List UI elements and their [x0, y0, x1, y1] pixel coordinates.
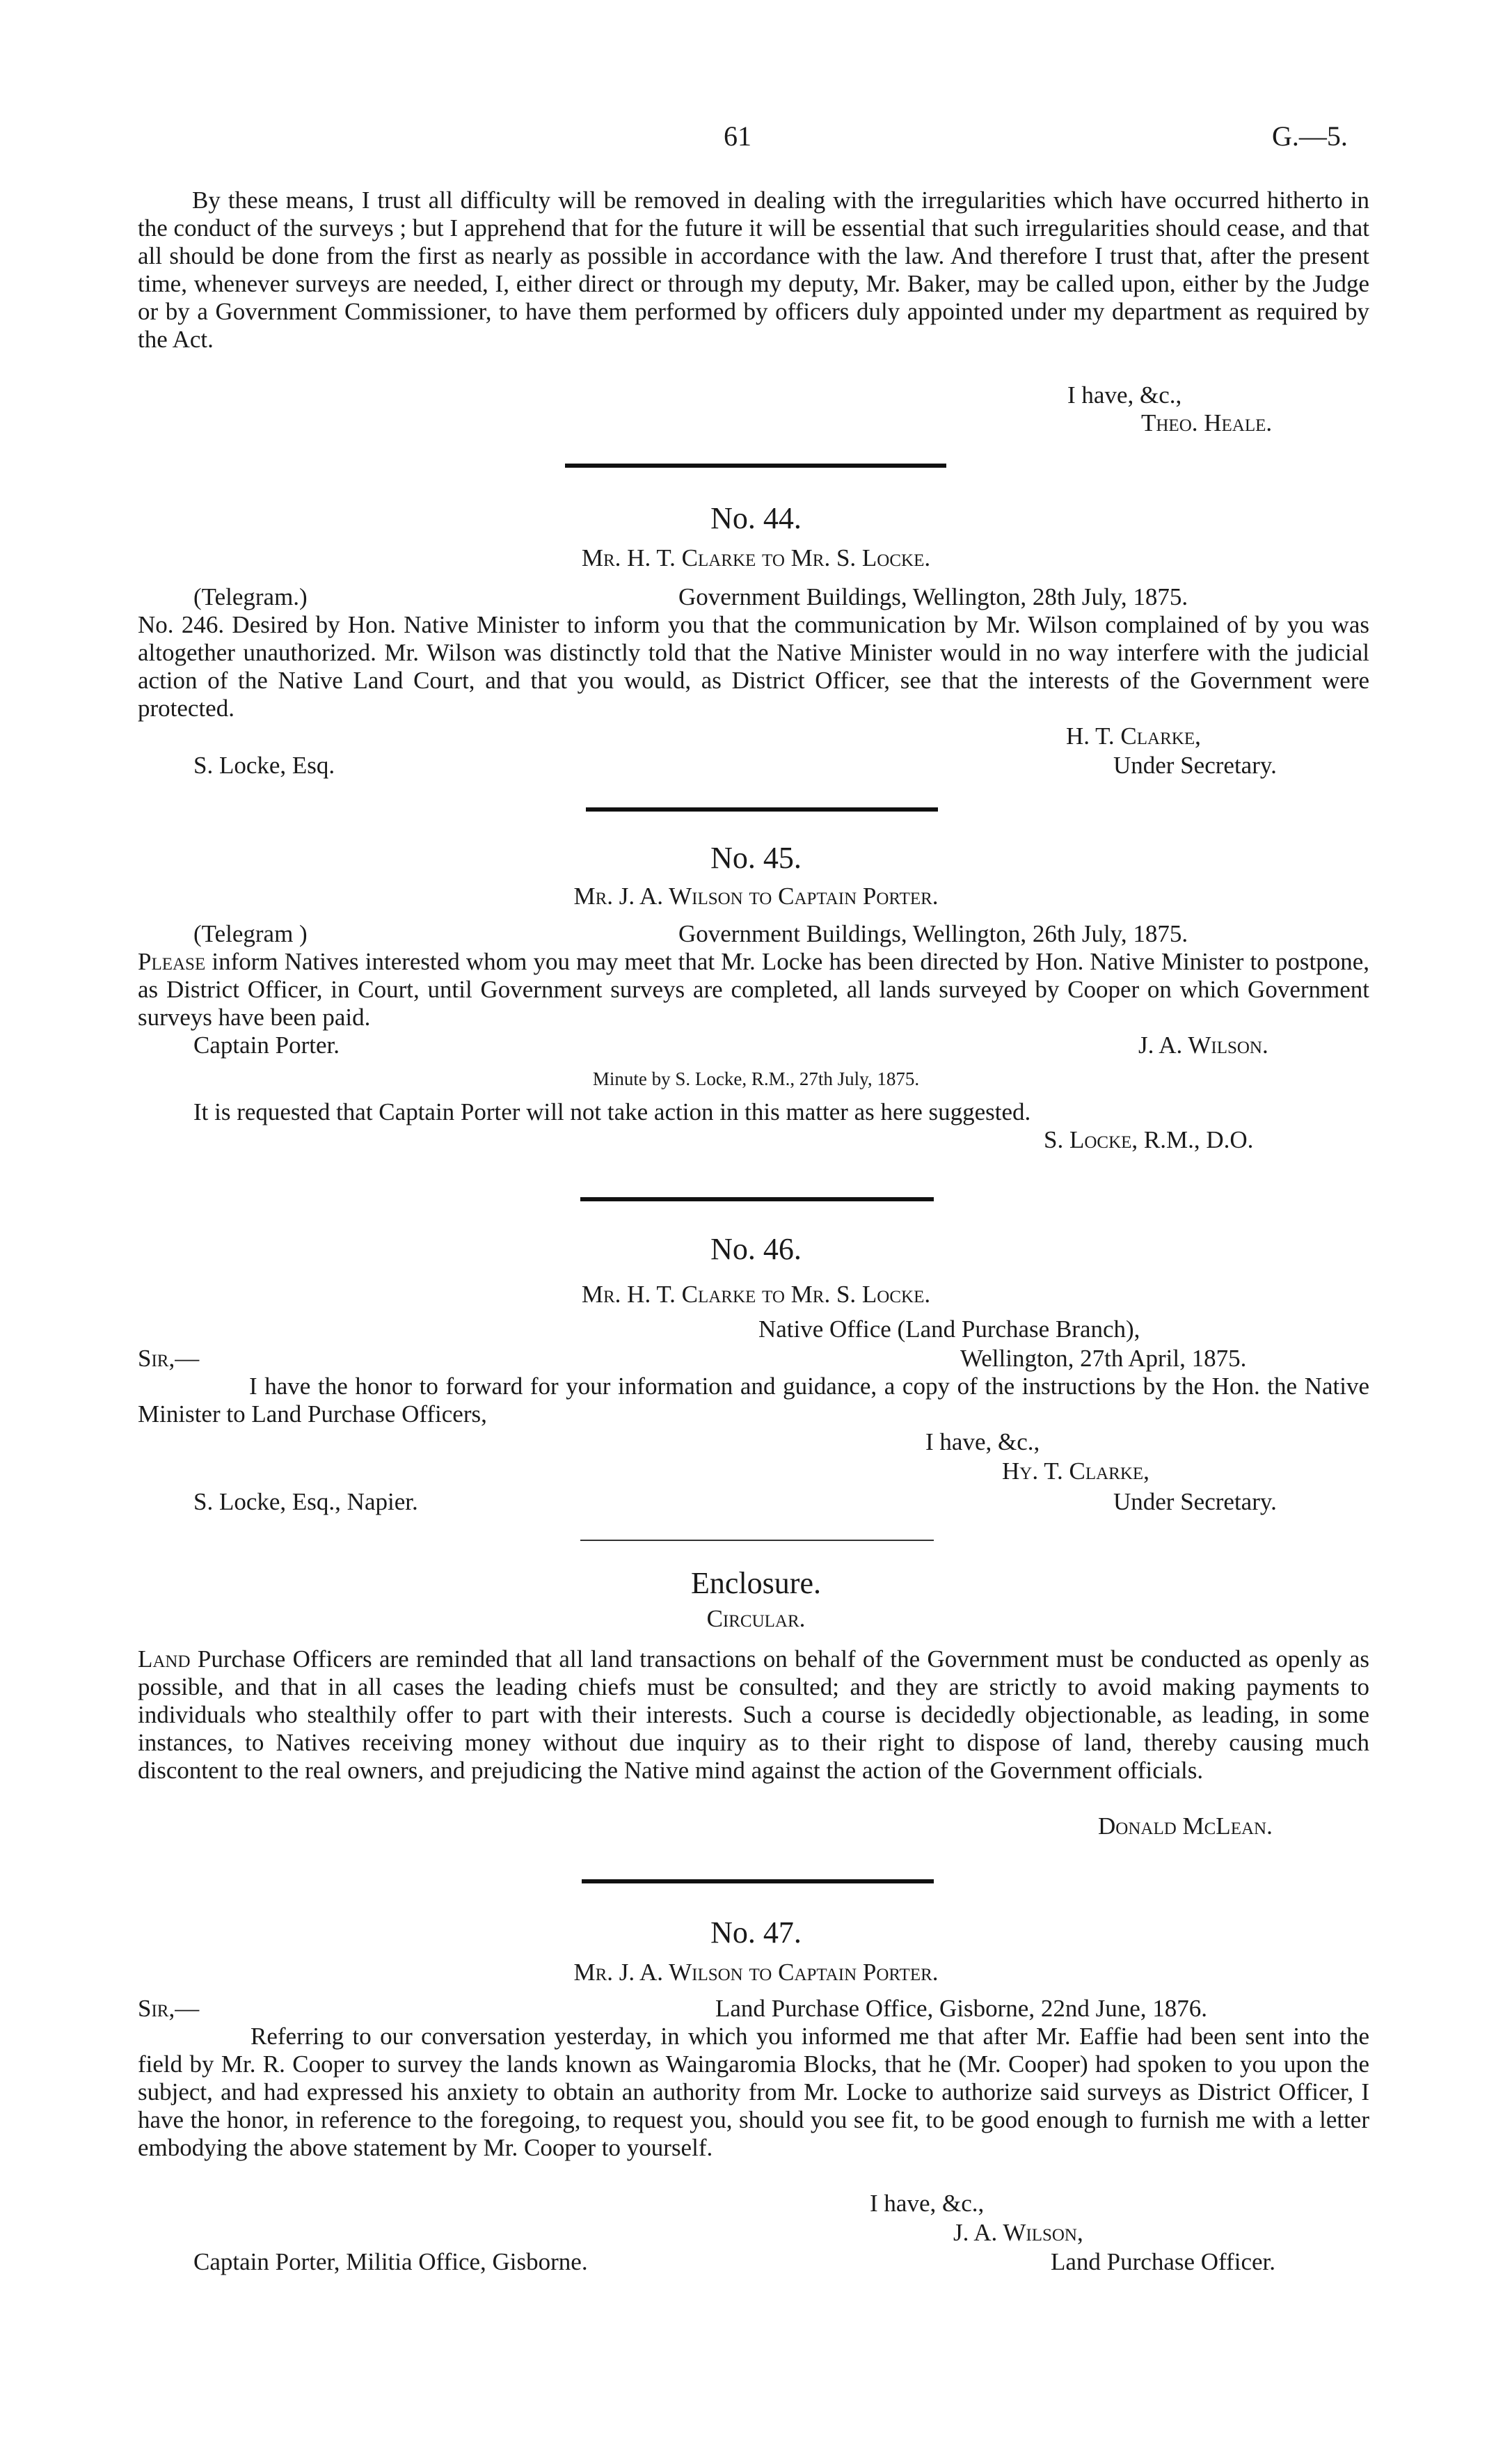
intro-signature: Theo. Heale.: [1141, 409, 1273, 436]
letter-46-salutation: Sir,—: [138, 1345, 200, 1372]
letter-47-body: Referring to our conversation yesterday, in which you informed me that after Mr. Eaffie had been sent into the field by Mr. R. Cooper to survey the lands known as Waingaromia Blocks, that he (Mr. Cooper) had spoken to you upon the subject, and had expressed his anxiety to obtain an authority from Mr. Locke to authorize said surveys as District Officer, I have the honor, in reference to the foregoing, to request you, should you see fit, to be good enough to furnish me with a letter embodying the above statement by Mr. Cooper to yourself.: [138, 2023, 1369, 2161]
enclosure-body-lead: Land: [138, 1645, 191, 1673]
intro-closing: I have, &c.,: [1067, 381, 1182, 409]
page-number: 61: [724, 120, 751, 152]
letter-47-subtitle: Mr. J. A. Wilson to Captain Porter.: [573, 1959, 939, 1986]
intro-paragraph: By these means, I trust all difficulty will be removed in dealing with the irregularities which have occurred hitherto in the conduct of the surveys ; but I apprehend that for the future it will be essential that such irregularities should cease, and that all should be done from the first as nearly as possible in accordance with the law. And therefore I trust that, after the present time, whenever surveys are needed, I, either direct or through my deputy, Mr. Baker, may be called upon, either by the Judge or by a Government Commissioner, to have them performed by officers duly appointed under my department as required by the Act.: [138, 187, 1369, 353]
section-divider: [580, 1197, 934, 1201]
letter-44-body: No. 246. Desired by Hon. Native Minister to inform you that the communication by Mr. Wilson complained of by you was altogether unauthorized. Mr. Wilson was distinctly told that the Native Minister would in no way interfere with the judicial action of the Native Land Court, and that you would, as District Officer, see that the interests of the Government were protected.: [138, 611, 1369, 722]
letter-45-body: [138, 948, 1369, 1032]
letter-47-number: No. 47.: [710, 1915, 802, 1950]
letter-46-office: Native Office (Land Purchase Branch),: [758, 1315, 1140, 1343]
letter-45-body-text: inform Natives interested whom you may meet that Mr. Locke has been directed by Hon. Native Minister to postpone, as District Officer, in Court, until Government surveys are completed, all lands surveyed by Cooper on which Government surveys have been paid.: [138, 948, 1369, 1031]
letter-47-place-date: Land Purchase Office, Gisborne, 22nd June, 1876.: [715, 1995, 1207, 2022]
document-code: G.—5.: [1272, 120, 1348, 152]
minute-body: It is requested that Captain Porter will not take action in this matter as here suggested.: [193, 1098, 1031, 1125]
letter-47-salutation: Sir,—: [138, 1995, 200, 2022]
enclosure-heading: Enclosure.: [691, 1566, 821, 1600]
letter-47-title: Land Purchase Officer.: [1051, 2248, 1275, 2275]
letter-46-subtitle: Mr. H. T. Clarke to Mr. S. Locke.: [581, 1281, 931, 1308]
letter-47-signature: J. A. Wilson,: [953, 2219, 1083, 2246]
minute-signature: S. Locke, R.M., D.O.: [1044, 1126, 1254, 1153]
letter-44-kind: (Telegram.): [193, 583, 308, 610]
section-divider: [565, 464, 946, 468]
letter-47-addressee: Captain Porter, Militia Office, Gisborne.: [193, 2248, 588, 2275]
section-divider: [582, 1879, 934, 1883]
enclosure-subheading: Circular.: [706, 1605, 806, 1632]
letter-44-subtitle: Mr. H. T. Clarke to Mr. S. Locke.: [581, 544, 931, 571]
enclosure-divider: [580, 1540, 934, 1541]
letter-44-title: Under Secretary.: [1113, 752, 1277, 779]
letter-45-kind: (Telegram ): [193, 920, 308, 947]
enclosure-body-text: Purchase Officers are reminded that all land transactions on behalf of the Government must be conducted as openly as possible, and that in all cases the leading chiefs must be consulted; and they are strictly to avoid making payments to individuals who stealthily offer to part with their interests. Such a course is decidedly objectionable, as leading, in some instances, to Natives receiving money without due inquiry as to their right to dispose of land, thereby causing much discontent to the real owners, and prejudicing the Native mind against the action of the Government officials.: [138, 1645, 1369, 1784]
letter-45-place-date: Government Buildings, Wellington, 26th July, 1875.: [678, 920, 1188, 947]
letter-46-title: Under Secretary.: [1113, 1488, 1277, 1515]
letter-45-subtitle: Mr. J. A. Wilson to Captain Porter.: [573, 883, 939, 910]
letter-46-addressee: S. Locke, Esq., Napier.: [193, 1488, 418, 1515]
letter-46-signature: Hy. T. Clarke,: [1002, 1457, 1149, 1485]
letter-46-body: I have the honor to forward for your information and guidance, a copy of the instructions by the Hon. the Native Minister to Land Purchase Officers,: [138, 1373, 1369, 1428]
letter-45-body-lead: Please: [138, 948, 206, 975]
enclosure-signature: Donald McLean.: [1098, 1812, 1273, 1840]
enclosure-body: [138, 1645, 1369, 1785]
letter-45-number: No. 45.: [710, 841, 802, 875]
letter-46-closing: I have, &c.,: [925, 1428, 1040, 1455]
letter-44-addressee: S. Locke, Esq.: [193, 752, 335, 779]
section-divider: [586, 807, 938, 812]
letter-47-closing: I have, &c.,: [870, 2190, 985, 2217]
letter-45-addressee: Captain Porter.: [193, 1032, 340, 1059]
letter-44-place-date: Government Buildings, Wellington, 28th July, 1875.: [678, 583, 1188, 610]
letter-44-number: No. 44.: [710, 501, 802, 535]
letter-44-signature: H. T. Clarke,: [1066, 722, 1201, 750]
minute-heading: Minute by S. Locke, R.M., 27th July, 1875.: [592, 1068, 920, 1089]
letter-45-signature: J. A. Wilson.: [1138, 1032, 1268, 1059]
letter-46-number: No. 46.: [710, 1232, 802, 1266]
letter-46-place-date: Wellington, 27th April, 1875.: [960, 1345, 1247, 1372]
